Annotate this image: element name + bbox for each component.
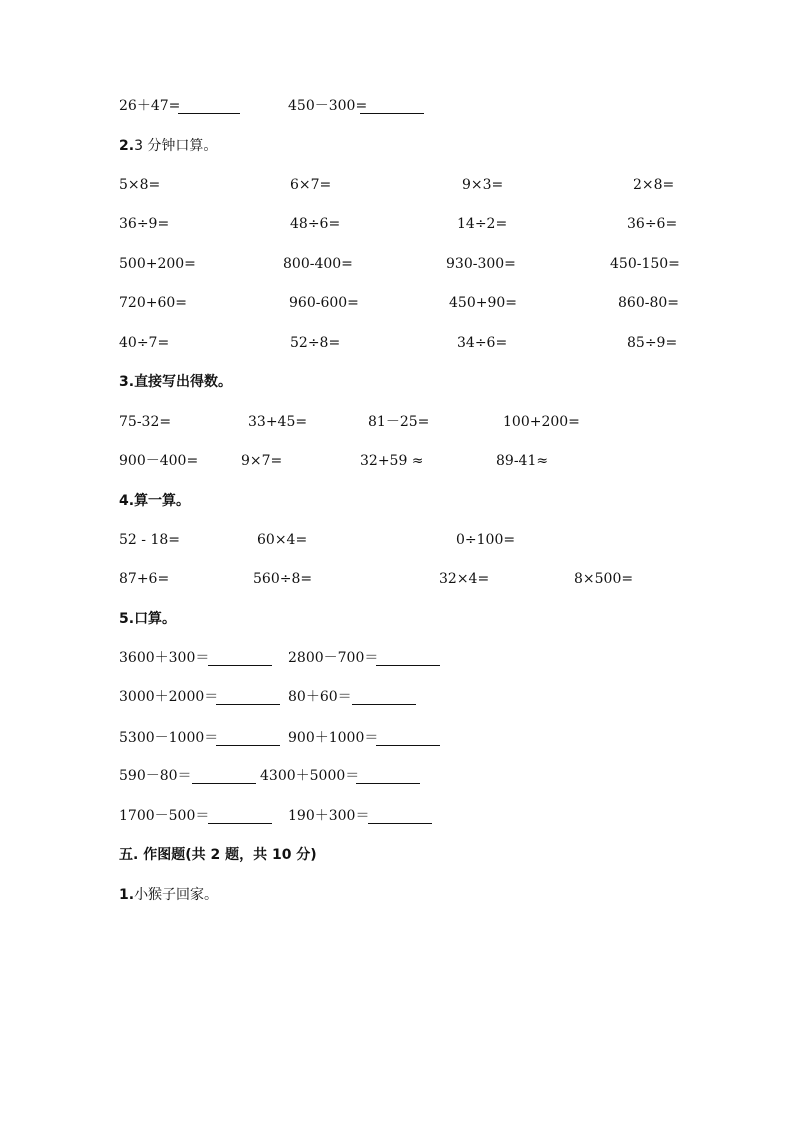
answer-blank[interactable] [216, 704, 280, 705]
part-heading: 五. 作图题(共 2 题，共 10 分) [119, 847, 317, 863]
problem: 5300－1000＝ [119, 730, 219, 746]
problem: 900＋1000＝ [288, 730, 379, 746]
answer-blank[interactable] [360, 113, 424, 114]
problem: 80＋60＝ [288, 689, 352, 705]
problem: 52÷8= [290, 335, 341, 351]
problem: 52 - 18= [119, 532, 180, 548]
problem: 6×7= [290, 177, 332, 193]
problem: 590－80＝ [119, 768, 192, 784]
problem: 800-400= [283, 256, 353, 272]
problem: 1700－500＝ [119, 808, 210, 824]
problem: 860-80= [618, 295, 679, 311]
problem: 75-32= [119, 414, 172, 430]
problem: 81－25= [368, 414, 430, 430]
problem: 36÷9= [119, 216, 170, 232]
problem: 450-150= [610, 256, 680, 272]
answer-blank[interactable] [216, 745, 280, 746]
section-heading-5: 5.口算。 [119, 611, 177, 627]
section-heading-3: 3.直接写出得数。 [119, 374, 233, 390]
problem: 8×500= [574, 571, 634, 587]
problem: 930-300= [446, 256, 516, 272]
problem: 32+59 ≈ [360, 453, 424, 469]
problem: 190＋300＝ [288, 808, 370, 824]
problem: 5×8= [119, 177, 161, 193]
problem: 26＋47= [119, 98, 181, 114]
problem: 0÷100= [456, 532, 516, 548]
problem: 32×4= [439, 571, 490, 587]
answer-blank[interactable] [356, 783, 420, 784]
problem: 33+45= [248, 414, 308, 430]
problem: 450－300= [288, 98, 368, 114]
problem: 85÷9= [627, 335, 678, 351]
section-heading-2: 2.3 分钟口算。 [119, 138, 218, 154]
problem: 14÷2= [457, 216, 508, 232]
problem: 9×3= [462, 177, 504, 193]
problem: 60×4= [257, 532, 308, 548]
answer-blank[interactable] [376, 665, 440, 666]
answer-blank[interactable] [376, 745, 440, 746]
problem: 3600＋300＝ [119, 650, 210, 666]
answer-blank[interactable] [178, 113, 240, 114]
problem: 9×7= [241, 453, 283, 469]
section-heading-4: 4.算一算。 [119, 493, 191, 509]
answer-blank[interactable] [192, 783, 256, 784]
problem: 36÷6= [627, 216, 678, 232]
problem: 900－400= [119, 453, 199, 469]
answer-blank[interactable] [368, 823, 432, 824]
question-heading: 1.小猴子回家。 [119, 887, 219, 903]
problem: 3000＋2000＝ [119, 689, 219, 705]
problem: 48÷6= [290, 216, 341, 232]
problem: 87+6= [119, 571, 170, 587]
problem: 720+60= [119, 295, 187, 311]
answer-blank[interactable] [208, 665, 272, 666]
problem: 2800－700＝ [288, 650, 379, 666]
answer-blank[interactable] [208, 823, 272, 824]
problem: 960-600= [289, 295, 359, 311]
problem: 89-41≈ [496, 453, 549, 469]
problem: 560÷8= [253, 571, 313, 587]
problem: 40÷7= [119, 335, 170, 351]
problem: 34÷6= [457, 335, 508, 351]
problem: 450+90= [449, 295, 517, 311]
problem: 4300＋5000＝ [260, 768, 360, 784]
problem: 2×8= [633, 177, 675, 193]
answer-blank[interactable] [352, 704, 416, 705]
problem: 100+200= [503, 414, 580, 430]
problem: 500+200= [119, 256, 196, 272]
